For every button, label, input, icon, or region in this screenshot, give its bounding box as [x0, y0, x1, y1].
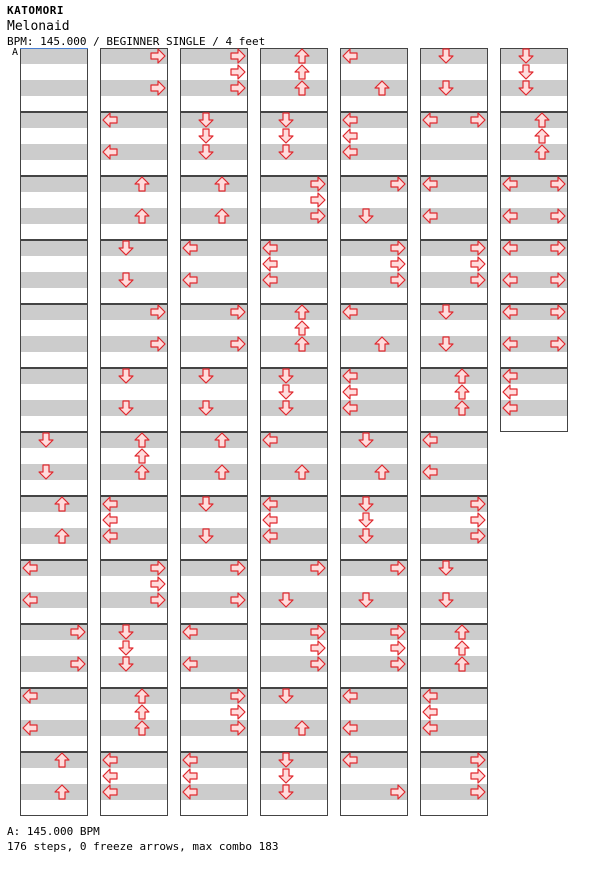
beat-stripe [260, 352, 328, 368]
beat-stripe [20, 448, 88, 464]
beat-stripe [20, 800, 88, 816]
beat-stripe [180, 400, 248, 416]
beat-stripe [340, 480, 408, 496]
beat-stripe [20, 736, 88, 752]
beat-stripe [500, 144, 568, 160]
beat-stripe [20, 400, 88, 416]
artist-name: KATOMORI [7, 4, 64, 17]
beat-stripe [100, 544, 168, 560]
beat-stripe [100, 128, 168, 144]
beat-stripe [100, 640, 168, 656]
beat-stripe [260, 96, 328, 112]
bpm-legend: A: 145.000 BPM [7, 825, 100, 838]
beat-stripe [100, 480, 168, 496]
beat-stripe [340, 96, 408, 112]
beat-stripe [180, 368, 248, 384]
beat-stripe [260, 288, 328, 304]
beat-stripe [420, 656, 488, 672]
beat-stripe [20, 240, 88, 256]
beat-stripe [20, 544, 88, 560]
beat-stripe [420, 48, 488, 64]
beat-stripe [100, 720, 168, 736]
beat-stripe [260, 144, 328, 160]
beat-stripe [500, 48, 568, 64]
beat-stripe [340, 320, 408, 336]
beat-stripe [180, 640, 248, 656]
beat-stripe [100, 208, 168, 224]
beat-stripe [20, 288, 88, 304]
beat-stripe [100, 320, 168, 336]
beat-stripe [180, 576, 248, 592]
beat-stripe [20, 752, 88, 768]
beat-stripe [20, 464, 88, 480]
beat-stripe [180, 528, 248, 544]
beat-stripe [420, 336, 488, 352]
beat-stripe [340, 800, 408, 816]
beat-stripe [340, 416, 408, 432]
beat-stripe [420, 560, 488, 576]
beat-stripe [420, 192, 488, 208]
beat-stripe [260, 688, 328, 704]
beat-stripe [20, 784, 88, 800]
beat-stripe [340, 512, 408, 528]
beat-stripe [500, 80, 568, 96]
beat-stripe [420, 736, 488, 752]
beat-stripe [420, 144, 488, 160]
beat-stripe [260, 320, 328, 336]
beat-stripe [420, 608, 488, 624]
beat-stripe [260, 64, 328, 80]
beat-stripe [20, 416, 88, 432]
beat-stripe [20, 496, 88, 512]
beat-stripe [180, 480, 248, 496]
beat-stripe [180, 608, 248, 624]
beat-stripe [260, 160, 328, 176]
song-title: Melonaid [7, 19, 70, 34]
beat-stripe [260, 576, 328, 592]
beat-stripe [260, 784, 328, 800]
beat-stripe [180, 160, 248, 176]
beat-stripe [340, 464, 408, 480]
beat-stripe [340, 576, 408, 592]
bpm-marker-line [20, 48, 88, 49]
beat-stripe [20, 176, 88, 192]
beat-stripe [180, 224, 248, 240]
beat-stripe [180, 256, 248, 272]
beat-stripe [180, 448, 248, 464]
beat-stripe [180, 432, 248, 448]
beat-stripe [20, 304, 88, 320]
beat-stripe [340, 288, 408, 304]
beat-stripe [260, 128, 328, 144]
beat-stripe [500, 320, 568, 336]
beat-stripe [100, 240, 168, 256]
beat-stripe [340, 736, 408, 752]
beat-stripe [100, 448, 168, 464]
beat-stripe [500, 160, 568, 176]
beat-stripe [180, 512, 248, 528]
beat-stripe [180, 416, 248, 432]
beat-stripe [20, 144, 88, 160]
beat-stripe [20, 672, 88, 688]
beat-stripe [260, 336, 328, 352]
chart-info: BPM: 145.000 / BEGINNER SINGLE / 4 feet [7, 35, 266, 48]
beat-stripe [100, 192, 168, 208]
beat-stripe [500, 256, 568, 272]
beat-stripe [180, 736, 248, 752]
beat-stripe [100, 432, 168, 448]
beat-stripe [20, 576, 88, 592]
beat-stripe [340, 704, 408, 720]
beat-stripe [20, 112, 88, 128]
beat-stripe [180, 144, 248, 160]
beat-stripe [20, 64, 88, 80]
beat-stripe [180, 288, 248, 304]
beat-stripe [180, 496, 248, 512]
beat-stripe [420, 128, 488, 144]
beat-stripe [20, 272, 88, 288]
beat-stripe [340, 224, 408, 240]
beat-stripe [420, 544, 488, 560]
beat-stripe [20, 160, 88, 176]
beat-stripe [180, 320, 248, 336]
beat-stripe [340, 160, 408, 176]
beat-stripe [180, 800, 248, 816]
beat-stripe [100, 800, 168, 816]
beat-stripe [500, 96, 568, 112]
beat-stripe [180, 352, 248, 368]
beat-stripe [420, 400, 488, 416]
beat-stripe [20, 704, 88, 720]
beat-stripe [260, 752, 328, 768]
beat-stripe [100, 224, 168, 240]
beat-stripe [420, 80, 488, 96]
beat-stripe [20, 224, 88, 240]
beat-stripe [180, 128, 248, 144]
beat-stripe [500, 192, 568, 208]
beat-stripe [20, 528, 88, 544]
beat-stripe [260, 80, 328, 96]
beat-stripe [100, 96, 168, 112]
beat-stripe [420, 624, 488, 640]
beat-stripe [20, 480, 88, 496]
beat-stripe [100, 384, 168, 400]
beat-stripe [260, 592, 328, 608]
beat-stripe [340, 432, 408, 448]
beat-stripe [420, 640, 488, 656]
beat-stripe [420, 592, 488, 608]
beat-stripe [260, 480, 328, 496]
beat-stripe [340, 208, 408, 224]
beat-stripe [340, 496, 408, 512]
beat-stripe [260, 768, 328, 784]
beat-stripe [420, 368, 488, 384]
beat-stripe [260, 720, 328, 736]
beat-stripe [420, 800, 488, 816]
beat-stripe [260, 304, 328, 320]
beat-stripe [260, 384, 328, 400]
beat-stripe [420, 96, 488, 112]
beat-stripe [20, 80, 88, 96]
beat-stripe [500, 224, 568, 240]
beat-stripe [340, 336, 408, 352]
beat-stripe [20, 336, 88, 352]
beat-stripe [260, 400, 328, 416]
beat-stripe [180, 112, 248, 128]
beat-stripe [20, 352, 88, 368]
beat-stripe [340, 592, 408, 608]
beat-stripe [20, 48, 88, 64]
beat-stripe [20, 192, 88, 208]
chart-column [260, 48, 328, 816]
beat-stripe [100, 736, 168, 752]
beat-stripe [340, 528, 408, 544]
beat-stripe [260, 736, 328, 752]
beat-stripe [420, 416, 488, 432]
beat-stripe [100, 464, 168, 480]
beat-stripe [500, 288, 568, 304]
beat-stripe [340, 448, 408, 464]
beat-stripe [100, 400, 168, 416]
beat-stripe [260, 608, 328, 624]
beat-stripe [180, 464, 248, 480]
beat-stripe [100, 416, 168, 432]
beat-stripe [20, 208, 88, 224]
beat-stripe [100, 624, 168, 640]
beat-stripe [20, 96, 88, 112]
beat-stripe [180, 208, 248, 224]
beat-stripe [340, 672, 408, 688]
beat-stripe [500, 64, 568, 80]
beat-stripe [260, 672, 328, 688]
beat-stripe [340, 352, 408, 368]
beat-stripe [340, 768, 408, 784]
beat-stripe [420, 672, 488, 688]
beat-stripe [260, 368, 328, 384]
beat-stripe [260, 448, 328, 464]
beat-stripe [260, 464, 328, 480]
chart-column [100, 48, 168, 816]
beat-stripe [420, 320, 488, 336]
beat-stripe [20, 512, 88, 528]
beat-stripe [420, 384, 488, 400]
beat-stripe [20, 320, 88, 336]
beat-stripe [260, 704, 328, 720]
beat-stripe [180, 384, 248, 400]
beat-stripe [420, 352, 488, 368]
beat-stripe [100, 656, 168, 672]
beat-stripe [20, 384, 88, 400]
beat-stripe [340, 80, 408, 96]
beat-stripe [180, 176, 248, 192]
beat-stripe [420, 304, 488, 320]
beat-stripe [420, 160, 488, 176]
beat-stripe [180, 544, 248, 560]
beat-stripe [420, 448, 488, 464]
beat-stripe [100, 672, 168, 688]
beat-stripe [100, 688, 168, 704]
bpm-marker-label: A [12, 47, 19, 58]
beat-stripe [20, 368, 88, 384]
beat-stripe [180, 96, 248, 112]
beat-stripe [20, 608, 88, 624]
beat-stripe [20, 640, 88, 656]
chart-stats: 176 steps, 0 freeze arrows, max combo 183 [7, 840, 279, 853]
beat-stripe [420, 224, 488, 240]
beat-stripe [180, 672, 248, 688]
beat-stripe [260, 800, 328, 816]
beat-stripe [100, 176, 168, 192]
beat-stripe [100, 64, 168, 80]
beat-stripe [20, 128, 88, 144]
beat-stripe [260, 48, 328, 64]
beat-stripe [100, 288, 168, 304]
beat-stripe [180, 192, 248, 208]
beat-stripe [340, 544, 408, 560]
beat-stripe [100, 608, 168, 624]
beat-stripe [100, 256, 168, 272]
beat-stripe [420, 64, 488, 80]
beat-stripe [20, 768, 88, 784]
beat-stripe [100, 368, 168, 384]
beat-stripe [260, 224, 328, 240]
beat-stripe [420, 288, 488, 304]
beat-stripe [500, 416, 568, 432]
beat-stripe [20, 432, 88, 448]
beat-stripe [100, 160, 168, 176]
beat-stripe [340, 608, 408, 624]
beat-stripe [260, 544, 328, 560]
beat-stripe [260, 112, 328, 128]
beat-stripe [500, 352, 568, 368]
beat-stripe [420, 576, 488, 592]
beat-stripe [100, 704, 168, 720]
beat-stripe [500, 112, 568, 128]
beat-stripe [100, 272, 168, 288]
beat-stripe [100, 352, 168, 368]
beat-stripe [20, 256, 88, 272]
beat-stripe [420, 480, 488, 496]
beat-stripe [260, 416, 328, 432]
beat-stripe [340, 64, 408, 80]
beat-stripe [340, 192, 408, 208]
beat-stripe [500, 128, 568, 144]
